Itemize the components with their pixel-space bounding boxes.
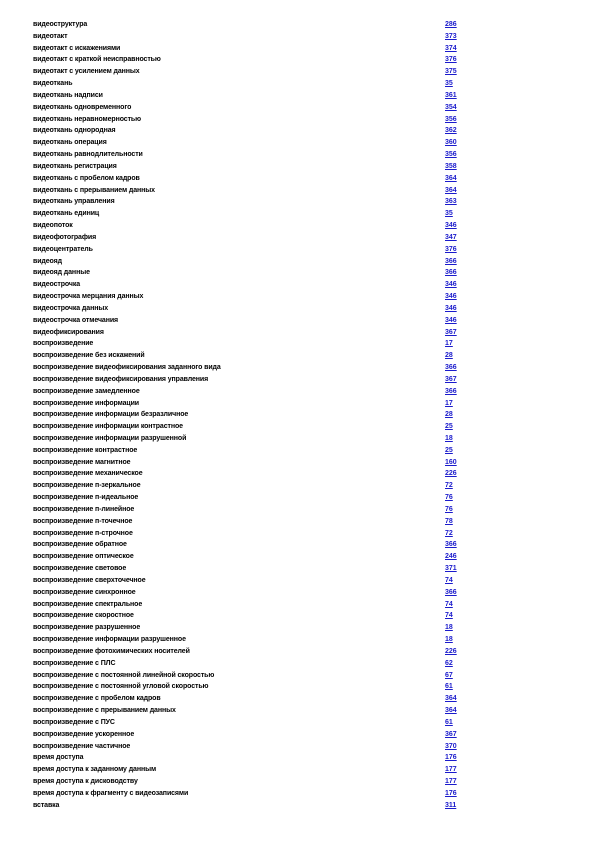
page-number-link[interactable]: 62: [445, 659, 453, 667]
index-term: воспроизведение без искажений: [33, 352, 145, 360]
index-entry: [33, 386, 463, 398]
index-term: видеояд данные: [33, 269, 90, 277]
page-number-link[interactable]: 363: [445, 198, 457, 206]
page-number-link[interactable]: 346: [445, 222, 457, 230]
page-number-link[interactable]: 361: [445, 91, 457, 99]
page-number-link[interactable]: 347: [445, 233, 457, 241]
page-number-link[interactable]: 78: [445, 517, 453, 525]
index-entry: [33, 196, 463, 208]
index-entry: [33, 681, 463, 693]
index-term: воспроизведение информации контрастное: [33, 423, 183, 431]
index-term: видеояд: [33, 257, 62, 265]
page-number-link[interactable]: 67: [445, 671, 453, 679]
index-entry: [33, 125, 463, 137]
page-number-link[interactable]: 177: [445, 766, 457, 774]
page-number-link[interactable]: 25: [445, 446, 453, 454]
page-number-link[interactable]: 373: [445, 32, 457, 40]
index-entry: [33, 267, 463, 279]
page-number-link[interactable]: 72: [445, 482, 453, 490]
index-term: время доступа к фрагменту с видеозаписями: [33, 789, 189, 797]
index-entry: [33, 54, 463, 66]
index-entry: [33, 19, 463, 31]
index-entry: [33, 90, 463, 102]
index-entry: [33, 220, 463, 232]
page-number-link[interactable]: 346: [445, 316, 457, 324]
index-entry: [33, 492, 463, 504]
index-entry: [33, 279, 463, 291]
index-entry: [33, 338, 463, 350]
page-number-link[interactable]: 358: [445, 162, 457, 170]
index-term: воспроизведение п-точечное: [33, 517, 133, 525]
index-entry: [33, 729, 463, 741]
page-number-link[interactable]: 25: [445, 423, 453, 431]
page-number-link[interactable]: 160: [445, 458, 457, 466]
index-term: воспроизведение контрастное: [33, 446, 138, 454]
index-term: видеоткань одновременного: [33, 103, 132, 111]
index-entry: [33, 658, 463, 670]
index-entry: [33, 433, 463, 445]
page-number-link[interactable]: 360: [445, 139, 457, 147]
index-entry: [33, 303, 463, 315]
index-term: воспроизведение информации разрушенное: [33, 636, 186, 644]
index-entry: [33, 539, 463, 551]
index-entry: [33, 504, 463, 516]
index-term: воспроизведение видеофиксирования управления: [33, 375, 209, 383]
index-term: воспроизведение с пробелом кадров: [33, 695, 161, 703]
index-term: воспроизведение с постоянной угловой скоростью: [33, 683, 209, 691]
page-number-link[interactable]: 74: [445, 600, 453, 608]
index-entry: [33, 350, 463, 362]
page-number-link[interactable]: 226: [445, 470, 457, 478]
page-number-link[interactable]: 374: [445, 44, 457, 52]
index-entry: [33, 173, 463, 185]
page-number-link[interactable]: 366: [445, 588, 457, 596]
index-term: воспроизведение магнитное: [33, 458, 131, 466]
index-entry: [33, 232, 463, 244]
index-entry: [33, 776, 463, 788]
index-entry: [33, 445, 463, 457]
index-entry: [33, 102, 463, 114]
page-number-link[interactable]: 18: [445, 636, 453, 644]
page-number-link[interactable]: 346: [445, 293, 457, 301]
index-entry: [33, 457, 463, 469]
index-entry: [33, 137, 463, 149]
index-entry: [33, 610, 463, 622]
index-term: воспроизведение разрушенное: [33, 624, 141, 632]
index-term: видеотакт с искажениями: [33, 44, 121, 52]
page-number-link[interactable]: 76: [445, 505, 453, 513]
index-term: видеострочка мерцания данных: [33, 293, 144, 301]
page-number-link[interactable]: 367: [445, 328, 457, 336]
index-entry: [33, 66, 463, 78]
index-term: видеострочка отмечания: [33, 316, 119, 324]
page-number-link[interactable]: 246: [445, 553, 457, 561]
index-entry: [33, 161, 463, 173]
index-term: видеоткань управления: [33, 198, 115, 206]
index-entry: [33, 587, 463, 599]
page-number-link[interactable]: 367: [445, 375, 457, 383]
page-number-link[interactable]: 74: [445, 612, 453, 620]
index-entry: [33, 788, 463, 800]
index-term: воспроизведение с прерыванием данных: [33, 707, 176, 715]
index-term: видеотакт с краткой неисправностью: [33, 56, 161, 64]
index-entry: [33, 563, 463, 575]
index-entry: [33, 575, 463, 587]
index-list: [33, 19, 463, 811]
index-term: видеоткань однородная: [33, 127, 116, 135]
index-term: видеоткань с прерыванием данных: [33, 186, 155, 194]
index-term: видеоструктура: [33, 21, 88, 28]
index-term: видеоткань с пробелом кадров: [33, 174, 140, 182]
index-term: воспроизведение п-линейное: [33, 505, 135, 513]
index-term: видеоткань равнодлительности: [33, 151, 143, 159]
index-term: воспроизведение видеофиксирования заданного вида: [33, 364, 221, 372]
page-number-link[interactable]: 35: [445, 80, 453, 88]
page-number-link[interactable]: 35: [445, 210, 453, 218]
index-entry: [33, 43, 463, 55]
index-entry: [33, 468, 463, 480]
index-entry: [33, 114, 463, 126]
index-term: воспроизведение спектральное: [33, 600, 143, 608]
page-number-link[interactable]: 28: [445, 411, 453, 419]
index-entry: [33, 78, 463, 90]
page-number-link[interactable]: 18: [445, 434, 453, 442]
page-number-link[interactable]: 18: [445, 624, 453, 632]
index-entry: [33, 551, 463, 563]
index-term: воспроизведение световое: [33, 565, 127, 573]
index-term: время доступа к дисководству: [33, 778, 138, 785]
page-number-link[interactable]: 366: [445, 257, 457, 265]
index-term: видеопоток: [33, 222, 73, 230]
index-term: воспроизведение информации: [33, 399, 139, 407]
page-number-link[interactable]: 61: [445, 718, 453, 726]
page-number-link[interactable]: 61: [445, 683, 453, 691]
page-number-link[interactable]: 375: [445, 68, 457, 76]
page-number-link[interactable]: 366: [445, 387, 457, 395]
index-entry: [33, 244, 463, 256]
index-term: воспроизведение обратное: [33, 541, 127, 549]
page-number-link[interactable]: 376: [445, 245, 457, 253]
index-term: воспроизведение синхронное: [33, 588, 136, 596]
index-term: видеоткань регистрация: [33, 162, 117, 170]
index-entry: [33, 362, 463, 374]
page-number-link[interactable]: 362: [445, 127, 457, 135]
index-entry: [33, 717, 463, 729]
index-term: воспроизведение с ПУС: [33, 718, 115, 726]
page-number-link[interactable]: 354: [445, 103, 457, 111]
index-entry: [33, 800, 463, 812]
index-term: воспроизведение замедленное: [33, 387, 140, 395]
index-entry: [33, 480, 463, 492]
index-entry: [33, 31, 463, 43]
page-number-link[interactable]: 28: [445, 352, 453, 360]
page-number-link[interactable]: 72: [445, 529, 453, 537]
page-number-link[interactable]: 367: [445, 730, 457, 738]
index-entry: [33, 256, 463, 268]
page-number-link[interactable]: 364: [445, 174, 457, 182]
index-entry: [33, 741, 463, 753]
index-term: видеоткань надписи: [33, 91, 103, 99]
page-number-link[interactable]: 364: [445, 695, 457, 703]
index-entry: [33, 622, 463, 634]
index-term: воспроизведение ускоренное: [33, 730, 135, 738]
index-entry: [33, 752, 463, 764]
page-number-link[interactable]: 370: [445, 742, 457, 750]
index-term: видеофиксирования: [33, 328, 104, 336]
page-number-link[interactable]: 364: [445, 186, 457, 194]
index-term: видеоткань единиц: [33, 210, 100, 218]
page-number-link[interactable]: 17: [445, 399, 453, 407]
page-number-link[interactable]: 76: [445, 494, 453, 502]
page-number-link[interactable]: 346: [445, 281, 457, 289]
index-entry: [33, 646, 463, 658]
index-entry: [33, 634, 463, 646]
page-number-link[interactable]: 74: [445, 576, 453, 584]
index-term: вставка: [33, 801, 60, 809]
page-number-link[interactable]: 366: [445, 541, 457, 549]
index-entry: [33, 670, 463, 682]
index-term: воспроизведение механическое: [33, 470, 143, 478]
index-term: видеоцентратель: [33, 245, 93, 253]
index-term: воспроизведение сверхточечное: [33, 576, 146, 584]
index-term: видеоткань операция: [33, 139, 107, 147]
index-term: воспроизведение с постоянной линейной скоростью: [33, 671, 215, 679]
page-number-link[interactable]: 364: [445, 707, 457, 715]
page-number-link[interactable]: 17: [445, 340, 453, 348]
index-entry: [33, 409, 463, 421]
index-term: воспроизведение информации разрушенной: [33, 434, 187, 442]
page-number-link[interactable]: 346: [445, 304, 457, 312]
index-term: видеотакт с усилением данных: [33, 68, 140, 76]
index-entry: [33, 291, 463, 303]
page-number-link[interactable]: 311: [445, 801, 457, 809]
page-number-link[interactable]: 226: [445, 647, 457, 655]
page-number-link[interactable]: 177: [445, 778, 457, 785]
index-term: видеоткань неравномерностью: [33, 115, 142, 123]
index-entry: [33, 208, 463, 220]
index-entry: [33, 693, 463, 705]
index-term: воспроизведение п-идеальное: [33, 494, 139, 502]
index-entry: [33, 516, 463, 528]
index-entry: [33, 421, 463, 433]
page-number-link[interactable]: 176: [445, 789, 457, 797]
index-term: видеоткань: [33, 80, 73, 88]
index-term: время доступа: [33, 754, 84, 762]
index-entry: [33, 528, 463, 540]
page-number-link[interactable]: 366: [445, 364, 457, 372]
index-entry: [33, 327, 463, 339]
index-entry: [33, 315, 463, 327]
index-entry: [33, 374, 463, 386]
index-term: видеотакт: [33, 32, 68, 40]
index-term: воспроизведение п-зеркальное: [33, 482, 141, 490]
index-term: воспроизведение информации безразличное: [33, 411, 189, 419]
page-number-link[interactable]: 356: [445, 115, 457, 123]
index-term: воспроизведение: [33, 340, 94, 348]
index-term: воспроизведение частичное: [33, 742, 131, 750]
index-entry: [33, 764, 463, 776]
index-term: видеофотография: [33, 233, 97, 241]
index-entry: [33, 705, 463, 717]
page-number-link[interactable]: 176: [445, 754, 457, 762]
page-number-link[interactable]: 371: [445, 565, 457, 573]
page-number-link[interactable]: 376: [445, 56, 457, 64]
index-term: воспроизведение с ПЛС: [33, 659, 116, 667]
index-entry: [33, 185, 463, 197]
index-term: воспроизведение оптическое: [33, 553, 134, 561]
index-entry: [33, 599, 463, 611]
index-term: воспроизведение фотохимических носителей: [33, 647, 190, 655]
index-term: время доступа к заданному данным: [33, 766, 157, 774]
index-term: воспроизведение п-строчное: [33, 529, 133, 537]
page-number-link[interactable]: 366: [445, 269, 457, 277]
index-entry: [33, 398, 463, 410]
index-term: видеострочка данных: [33, 304, 108, 312]
index-term: видеострочка: [33, 281, 81, 289]
index-term: воспроизведение скоростное: [33, 612, 134, 620]
page-number-link[interactable]: 286: [445, 21, 457, 28]
page-number-link[interactable]: 356: [445, 151, 457, 159]
index-entry: [33, 149, 463, 161]
